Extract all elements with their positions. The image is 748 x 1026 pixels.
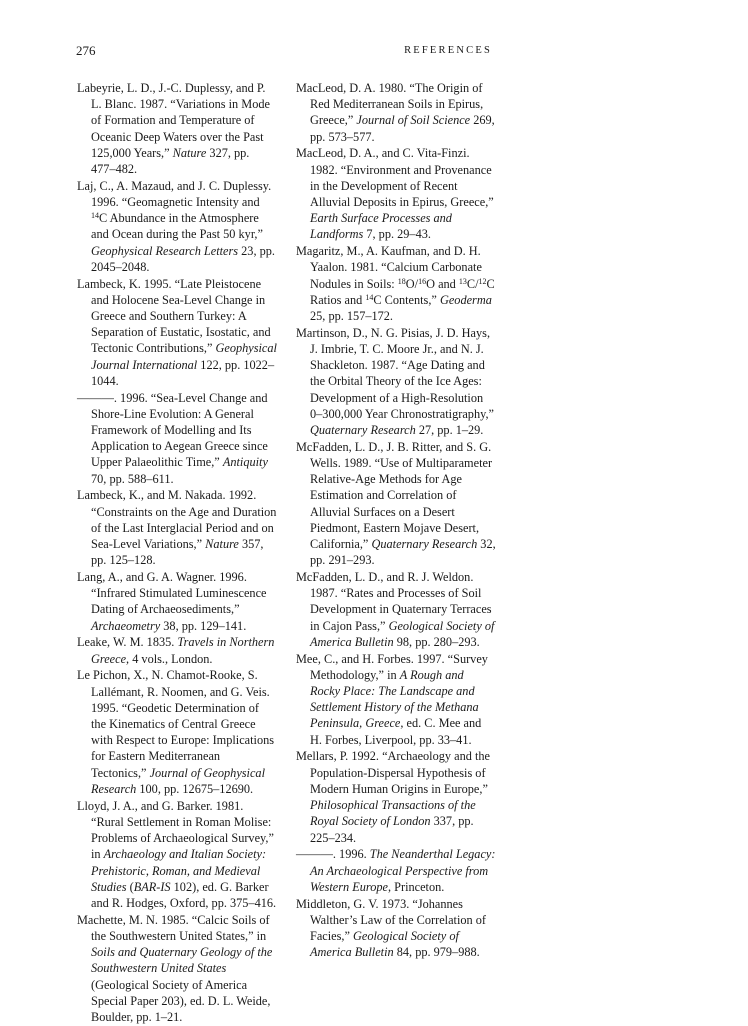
page-number: 276 <box>76 43 96 58</box>
reference-entry: Laj, C., A. Mazaud, and J. C. Duplessy. 1996. “Geomagnetic Intensity and $^{14}$C Abundance in the Atmosphere and Ocean during the Past 50 kyr,” Geophysical Research Letters 23, pp. 2045–2048. <box>77 178 275 274</box>
reference-entry: McFadden, L. D., and R. J. Weldon. 1987. “Rates and Processes of Soil Development in Quaternary Terraces in Cajon Pass,” Geological Society of America Bulletin 98, pp. 280–293. <box>296 570 495 649</box>
reference-entry: ———. 1996. “Sea-Level Change and Shore-Line Evolution: A General Framework of Modelling and Its Application to Aegean Greece since Upper Palaeolithic Time,” Antiquity 70, pp. 588–611. <box>77 390 268 486</box>
reference-entry: Martinson, D., N. G. Pisias, J. D. Hays, J. Imbrie, T. C. Moore Jr., and N. J. Shackleton. 1987. “Age Dating and the Orbital Theory of the Ice Ages: Development of a High-Resolution 0–300,000 Year Chronostratigraphy,” Quaternary Research 27, pp. 1–29. <box>296 325 494 438</box>
reference-entry: Magaritz, M., A. Kaufman, and D. H. Yaalon. 1981. “Calcium Carbonate Nodules in Soils: $^{18}$O/$^{16}$O and $^{13}$C/$^{12}$C Ratios and $^{14}$C Contents,” Geoderma 25, pp. 157–172. <box>296 244 495 324</box>
references-left-column <box>77 80 277 1026</box>
reference-entry: Lang, A., and G. A. Wagner. 1996. “Infrared Stimulated Luminescence Dating of Archaeosediments,” Archaeometry 38, pp. 129–141. <box>77 570 267 633</box>
reference-entry: Lambeck, K., and M. Nakada. 1992. “Constraints on the Age and Duration of the Last Interglacial Period and on Sea-Level Variations,” Nature 357, pp. 125–128. <box>77 488 277 568</box>
reference-entry: Leake, W. M. 1835. Travels in Northern Greece, 4 vols., London. <box>77 635 275 666</box>
reference-entry: McFadden, L. D., J. B. Ritter, and S. G. Wells. 1989. “Use of Multiparameter Relative-Age Methods for Age Estimation and Correlation of Alluvial Surfaces on a Desert Piedmont, Eastern Mojave Desert, California,” Quaternary Research 32, pp. 291–293. <box>296 439 496 568</box>
running-head: REFERENCES <box>404 45 492 56</box>
reference-entry: Labeyrie, L. D., J.-C. Duplessy, and P. L. Blanc. 1987. “Variations in Mode of Formation and Temperature of Oceanic Deep Waters over the Past 125,000 Years,” Nature 327, pp. 477–482. <box>77 81 270 177</box>
reference-entry: Lloyd, J. A., and G. Barker. 1981. “Rural Settlement in Roman Molise: Problems of Archaeological Survey,” in Archaeology and Italian Society: Prehistoric, Roman, and Medieval Studies (BAR-IS 102), ed. G. Barker and R. Hodges, Oxford, pp. 375–416. <box>77 798 277 910</box>
reference-entry: Middleton, G. V. 1973. “Johannes Walther’s Law of the Correlation of Facies,” Geological Society of America Bulletin 84, pp. 979–988. <box>296 896 487 960</box>
reference-entry: Le Pichon, X., N. Chamot-Rooke, S. Lallémant, R. Noomen, and G. Veis. 1995. “Geodetic Determination of the Kinematics of Central Greece with Respect to Europe: Implications for Eastern Mediterranean Tectonics,” Journal of Geophysical Research 100, pp. 12675–12690. <box>77 668 275 796</box>
reference-entry: ———. 1996. The Neanderthal Legacy: An Archaeological Perspective from Western Europe, Princeton. <box>296 847 496 894</box>
reference-entry: Lambeck, K. 1995. “Late Pleistocene and Holocene Sea-Level Change in Greece and Southern Turkey: A Separation of Eustatic, Isostatic, and Tectonic Contributions,” Geophysical Journal International 122, pp. 1022–1044. <box>77 276 277 388</box>
reference-entry: MacLeod, D. A. 1980. “The Origin of Red Mediterranean Soils in Epirus, Greece,” Journal of Soil Science 269, pp. 573–577. <box>296 81 495 144</box>
reference-entry: Mee, C., and H. Forbes. 1997. “Survey Methodology,” in A Rough and Rocky Place: The Landscape and Settlement History of the Methana Peninsula, Greece, ed. C. Mee and H. Forbes, Liverpool, pp. 33–41. <box>296 651 488 747</box>
reference-entry: MacLeod, D. A., and C. Vita-Finzi. 1982. “Environment and Provenance in the Development of Recent Alluvial Deposits in Epirus, Greece,” Earth Surface Processes and Landforms 7, pp. 29–43. <box>296 146 494 242</box>
reference-entry: Mellars, P. 1992. “Archaeology and the Population-Dispersal Hypothesis of Modern Human Origins in Europe,” Philosophical Transactions of the Royal Society of London 337, pp. 225–234. <box>296 749 490 845</box>
reference-entry: Machette, M. N. 1985. “Calcic Soils of the Southwestern United States,” in Soils and Quaternary Geology of the Southwestern United States (Geological Society of America Special Paper 203), ed. D. L. Weide, Boulder, pp. 1–21. <box>77 912 273 1024</box>
references-right-column <box>296 80 496 961</box>
